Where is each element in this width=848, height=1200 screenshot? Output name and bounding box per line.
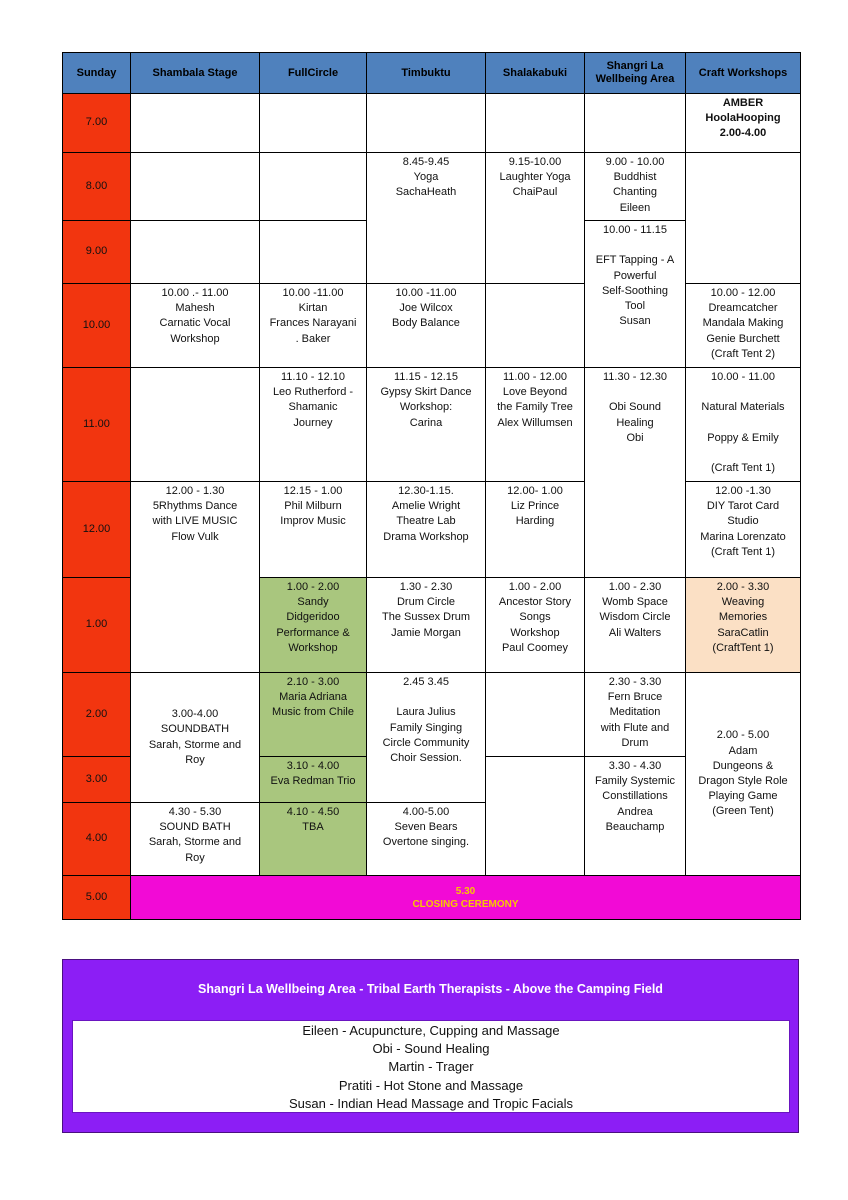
event-seven-bears: 4.00-5.00 Seven Bears Overtone singing.	[367, 803, 486, 876]
event-body-balance: 10.00 -11.00 Joe Wilcox Body Balance	[367, 284, 486, 368]
empty-cell	[486, 673, 585, 757]
event-weaving-memories: 2.00 - 3.30 Weaving Memories SaraCatlin (CraftTent 1)	[686, 578, 801, 673]
event-eft-tapping: 10.00 - 11.15 EFT Tapping - A Powerful Self-Soothing Tool Susan	[585, 221, 686, 368]
event-closing-ceremony: 5.30 CLOSING CEREMONY	[131, 876, 801, 920]
time-10: 10.00	[63, 284, 131, 368]
therapist-item: Obi - Sound Healing	[372, 1041, 490, 1057]
event-love-beyond: 11.00 - 12.00 Love Beyond the Family Tree Alex Willumsen	[486, 368, 585, 482]
time-5: 5.00	[63, 876, 131, 920]
empty-cell	[131, 221, 260, 284]
event-sound-bath: 4.30 - 5.30 SOUND BATH Sarah, Storme and Roy	[131, 803, 260, 876]
event-soundbath: 3.00-4.00 SOUNDBATH Sarah, Storme and Roy	[131, 673, 260, 803]
empty-cell	[585, 94, 686, 153]
event-buddhist-chanting: 9.00 - 10.00 Buddhist Chanting Eileen	[585, 153, 686, 221]
event-womb-space: 1.00 - 2.30 Womb Space Wisdom Circle Ali Walters	[585, 578, 686, 673]
header-shangri-la: Shangri La Wellbeing Area	[585, 53, 686, 94]
event-eva-redman-trio: 3.10 - 4.00 Eva Redman Trio	[260, 757, 367, 803]
time-2: 2.00	[63, 673, 131, 757]
event-shamanic-journey: 11.10 - 12.10 Leo Rutherford - Shamanic Journey	[260, 368, 367, 482]
header-sunday: Sunday	[63, 53, 131, 94]
header-shambala-stage: Shambala Stage	[131, 53, 260, 94]
row-10	[63, 284, 801, 368]
event-amber-hoolahooping: AMBER HoolaHooping 2.00-4.00	[686, 94, 801, 153]
time-9: 9.00	[63, 221, 131, 284]
event-drum-circle: 1.30 - 2.30 Drum Circle The Sussex Drum Jamie Morgan	[367, 578, 486, 673]
event-theatre-lab: 12.30-1.15. Amelie Wright Theatre Lab Drama Workshop	[367, 482, 486, 578]
event-music-from-chile: 2.10 - 3.00 Maria Adriana Music from Chile	[260, 673, 367, 757]
therapists-panel	[62, 959, 799, 1133]
empty-cell	[686, 153, 801, 284]
event-dungeons-dragons: 2.00 - 5.00 Adam Dungeons & Dragon Style Role Playing Game (Green Tent)	[686, 673, 801, 876]
empty-cell	[367, 94, 486, 153]
row-5	[63, 876, 801, 920]
event-didgeridoo: 1.00 - 2.00 Sandy Didgeridoo Performance & Workshop	[260, 578, 367, 673]
header-shalakabuki: Shalakabuki	[486, 53, 585, 94]
event-diy-tarot: 12.00 -1.30 DIY Tarot Card Studio Marina Lorenzato (Craft Tent 1)	[686, 482, 801, 578]
event-laughter-yoga: 9.15-10.00 Laughter Yoga ChaiPaul	[486, 153, 585, 284]
therapists-list	[72, 1020, 790, 1113]
row-7	[63, 94, 801, 153]
empty-cell	[260, 221, 367, 284]
festival-schedule-table	[62, 52, 801, 920]
event-obi-sound-healing: 11.30 - 12.30 Obi Sound Healing Obi	[585, 368, 686, 578]
row-2	[63, 673, 801, 757]
event-kirtan: 10.00 -11.00 Kirtan Frances Narayani . Baker	[260, 284, 367, 368]
event-liz-prince-harding: 12.00- 1.00 Liz Prince Harding	[486, 482, 585, 578]
time-11: 11.00	[63, 368, 131, 482]
time-4: 4.00	[63, 803, 131, 876]
row-8	[63, 153, 801, 221]
event-gypsy-skirt-dance: 11.15 - 12.15 Gypsy Skirt Dance Workshop: Carina	[367, 368, 486, 482]
empty-cell	[486, 284, 585, 368]
event-ancestor-story: 1.00 - 2.00 Ancestor Story Songs Workshop Paul Coomey	[486, 578, 585, 673]
time-8: 8.00	[63, 153, 131, 221]
event-fern-bruce-meditation: 2.30 - 3.30 Fern Bruce Meditation with Flute and Drum	[585, 673, 686, 757]
empty-cell	[260, 153, 367, 221]
therapist-item: Martin - Trager	[388, 1059, 474, 1075]
empty-cell	[486, 757, 585, 876]
header-row	[63, 53, 801, 94]
time-3: 3.00	[63, 757, 131, 803]
row-12	[63, 482, 801, 578]
therapist-item: Eileen - Acupuncture, Cupping and Massage	[302, 1023, 560, 1038]
event-dreamcatcher: 10.00 - 12.00 Dreamcatcher Mandala Making Genie Burchett (Craft Tent 2)	[686, 284, 801, 368]
empty-cell	[260, 94, 367, 153]
header-fullcircle: FullCircle	[260, 53, 367, 94]
event-5rhythms-dance: 12.00 - 1.30 5Rhythms Dance with LIVE MUSIC Flow Vulk	[131, 482, 260, 673]
event-tba: 4.10 - 4.50 TBA	[260, 803, 367, 876]
therapists-title: Shangri La Wellbeing Area - Tribal Earth Therapists - Above the Camping Field	[198, 982, 663, 996]
empty-cell	[131, 368, 260, 482]
empty-cell	[131, 94, 260, 153]
header-craft-workshops: Craft Workshops	[686, 53, 801, 94]
empty-cell	[131, 153, 260, 221]
therapist-item: Pratiti - Hot Stone and Massage	[338, 1077, 524, 1093]
event-family-singing: 2.45 3.45 Laura Julius Family Singing Circle Community Choir Session.	[367, 673, 486, 803]
time-12: 12.00	[63, 482, 131, 578]
event-family-constellations: 3.30 - 4.30 Family Systemic Constillations Andrea Beauchamp	[585, 757, 686, 876]
event-mahesh-carnatic: 10.00 .- 11.00 Mahesh Carnatic Vocal Workshop	[131, 284, 260, 368]
time-1: 1.00	[63, 578, 131, 673]
event-natural-materials: 10.00 - 11.00 Natural Materials Poppy & Emily (Craft Tent 1)	[686, 368, 801, 482]
header-timbuktu: Timbuktu	[367, 53, 486, 94]
event-improv-music: 12.15 - 1.00 Phil Milburn Improv Music	[260, 482, 367, 578]
event-yoga: 8.45-9.45 Yoga SachaHeath	[367, 153, 486, 284]
time-7: 7.00	[63, 94, 131, 153]
therapist-item: Susan - Indian Head Massage and Tropic Facials	[289, 1095, 573, 1111]
empty-cell	[486, 94, 585, 153]
row-11	[63, 368, 801, 482]
